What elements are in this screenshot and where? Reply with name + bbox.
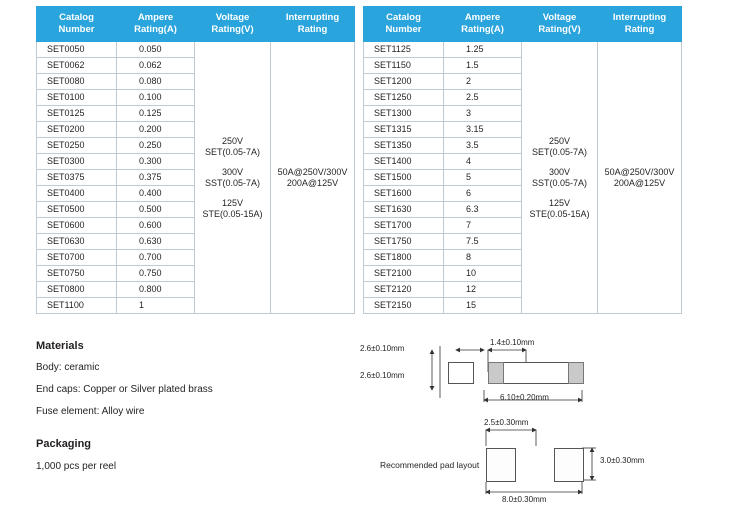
table-row: [364, 42, 682, 58]
cell-voltage-rating: [195, 42, 271, 314]
pad-left: [486, 448, 516, 482]
cell-catalog: SET1250: [364, 90, 444, 106]
cell-catalog: SET1630: [364, 202, 444, 218]
header-line: Rating(A): [134, 24, 177, 35]
cell-ampere: 3.15: [444, 122, 522, 138]
cell-ampere: 3: [444, 106, 522, 122]
header-catalog-number: [37, 7, 117, 42]
header-line: Rating(A): [461, 24, 504, 35]
cell-catalog: SET2120: [364, 282, 444, 298]
fuse-end-cap-right: [568, 362, 584, 384]
cell-ampere: 5: [444, 170, 522, 186]
cell-ampere: 6.3: [444, 202, 522, 218]
cell-ampere: 10: [444, 266, 522, 282]
interrupting-line: 50A@250V/300V: [277, 166, 348, 177]
fuse-end-cap-left: [488, 362, 504, 384]
cell-ampere: 0.200: [117, 122, 195, 138]
cell-catalog: SET1125: [364, 42, 444, 58]
header-line: Catalog: [59, 12, 94, 23]
header-interrupting-rating: [271, 7, 355, 42]
cell-voltage-rating: [522, 42, 598, 314]
cell-ampere: 15: [444, 298, 522, 314]
header-line: Interrupting: [285, 12, 340, 23]
header-voltage-rating: [522, 7, 598, 42]
cell-ampere: 2.5: [444, 90, 522, 106]
header-line: Ampere: [137, 12, 174, 23]
interrupting-line: 200A@125V: [613, 177, 666, 188]
header-line: Number: [385, 24, 422, 35]
packaging-title: Packaging: [36, 438, 92, 450]
materials-end-caps: End caps: Copper or Silver plated brass: [36, 384, 213, 395]
dim-length-text: 6.10±0.20mm: [500, 393, 549, 402]
interrupting-line: 200A@125V: [286, 177, 339, 188]
pad-layout-label: Recommended pad layout: [380, 460, 480, 470]
cell-interrupting-rating: [271, 42, 355, 314]
cell-catalog: SET0600: [37, 218, 117, 234]
cell-catalog: SET0250: [37, 138, 117, 154]
voltage-line: 250V: [548, 135, 571, 146]
dim-cap-width-text: 1.4±0.10mm: [490, 338, 535, 347]
cell-ampere: 0.125: [117, 106, 195, 122]
cell-catalog: SET0400: [37, 186, 117, 202]
cell-ampere: 7.5: [444, 234, 522, 250]
header-line: Rating: [624, 24, 655, 35]
voltage-line: STE(0.05-15A): [202, 208, 263, 219]
cell-catalog: SET0750: [37, 266, 117, 282]
cell-ampere: 8: [444, 250, 522, 266]
materials-title: Materials: [36, 340, 84, 352]
cell-interrupting-rating: [598, 42, 682, 314]
cell-catalog: SET0125: [37, 106, 117, 122]
cell-ampere: 0.400: [117, 186, 195, 202]
cell-ampere: 0.080: [117, 74, 195, 90]
cell-ampere: 1: [117, 298, 195, 314]
cell-ampere: 1.5: [444, 58, 522, 74]
cell-ampere: 1.25: [444, 42, 522, 58]
dim-pad-width-text: 2.5±0.30mm: [484, 418, 529, 427]
cell-ampere: 0.700: [117, 250, 195, 266]
cell-ampere: 12: [444, 282, 522, 298]
materials-body: Body: ceramic: [36, 362, 100, 373]
header-catalog-number: [364, 7, 444, 42]
header-ampere-rating: [444, 7, 522, 42]
header-line: Ampere: [464, 12, 501, 23]
header-line: Rating: [297, 24, 328, 35]
cell-ampere: 0.250: [117, 138, 195, 154]
cell-ampere: 4: [444, 154, 522, 170]
header-line: Rating(V): [211, 24, 254, 35]
cell-catalog: SET0050: [37, 42, 117, 58]
cell-ampere: 7: [444, 218, 522, 234]
table-row: [37, 42, 355, 58]
cell-catalog: SET1700: [364, 218, 444, 234]
spec-table-right: [363, 6, 682, 314]
header-line: Voltage: [215, 12, 250, 23]
cell-catalog: SET1200: [364, 74, 444, 90]
cell-ampere: 0.800: [117, 282, 195, 298]
voltage-line: 125V: [548, 197, 571, 208]
voltage-line: 300V: [221, 166, 244, 177]
cell-ampere: 0.050: [117, 42, 195, 58]
cell-ampere: 0.062: [117, 58, 195, 74]
cell-catalog: SET1600: [364, 186, 444, 202]
cell-catalog: SET0062: [37, 58, 117, 74]
dim-top-left-text: 2.6±0.10mm: [360, 344, 405, 353]
cell-catalog: SET0630: [37, 234, 117, 250]
cell-catalog: SET0800: [37, 282, 117, 298]
voltage-line: SET(0.05-7A): [204, 146, 261, 157]
cell-catalog: SET1750: [364, 234, 444, 250]
interrupting-line: 50A@250V/300V: [604, 166, 675, 177]
materials-section: [36, 340, 356, 428]
materials-fuse-element: Fuse element: Alloy wire: [36, 406, 145, 417]
header-line: Number: [58, 24, 95, 35]
table-header-row: [364, 7, 682, 42]
dim-pad-height-text: 3.0±0.30mm: [600, 456, 645, 465]
cell-catalog: SET1500: [364, 170, 444, 186]
cell-catalog: SET0300: [37, 154, 117, 170]
voltage-line: 300V: [548, 166, 571, 177]
header-ampere-rating: [117, 7, 195, 42]
cell-ampere: 0.375: [117, 170, 195, 186]
cell-catalog: SET1350: [364, 138, 444, 154]
cell-catalog: SET1800: [364, 250, 444, 266]
voltage-line: 250V: [221, 135, 244, 146]
spec-table-left: [36, 6, 355, 314]
cell-ampere: 3.5: [444, 138, 522, 154]
header-voltage-rating: [195, 7, 271, 42]
header-line: Catalog: [386, 12, 421, 23]
dimension-drawings: [360, 338, 740, 510]
cell-catalog: SET1150: [364, 58, 444, 74]
cell-ampere: 2: [444, 74, 522, 90]
cell-catalog: SET0375: [37, 170, 117, 186]
cell-ampere: 6: [444, 186, 522, 202]
header-interrupting-rating: [598, 7, 682, 42]
cell-catalog: SET1400: [364, 154, 444, 170]
cell-ampere: 0.500: [117, 202, 195, 218]
dim-second-left-text: 2.6±0.10mm: [360, 371, 405, 380]
header-line: Voltage: [542, 12, 577, 23]
voltage-line: SST(0.05-7A): [204, 177, 261, 188]
voltage-line: SST(0.05-7A): [531, 177, 588, 188]
cell-catalog: SET0080: [37, 74, 117, 90]
cell-catalog: SET2100: [364, 266, 444, 282]
cell-catalog: SET0500: [37, 202, 117, 218]
cell-catalog: SET1300: [364, 106, 444, 122]
cell-ampere: 0.100: [117, 90, 195, 106]
voltage-line: SET(0.05-7A): [531, 146, 588, 157]
dim-pad-span-text: 8.0±0.30mm: [502, 495, 547, 504]
cell-catalog: SET0200: [37, 122, 117, 138]
table-header-row: [37, 7, 355, 42]
packaging-section: [36, 438, 296, 472]
spec-tables: [36, 6, 682, 314]
cell-catalog: SET1100: [37, 298, 117, 314]
cell-ampere: 0.300: [117, 154, 195, 170]
header-line: Rating(V): [538, 24, 581, 35]
voltage-line: 125V: [221, 197, 244, 208]
fuse-body-rect: [448, 362, 474, 384]
cell-catalog: SET0700: [37, 250, 117, 266]
voltage-line: STE(0.05-15A): [529, 208, 590, 219]
cell-catalog: SET2150: [364, 298, 444, 314]
header-line: Interrupting: [612, 12, 667, 23]
cell-catalog: SET0100: [37, 90, 117, 106]
cell-catalog: SET1315: [364, 122, 444, 138]
cell-ampere: 0.750: [117, 266, 195, 282]
pad-right: [554, 448, 584, 482]
cell-ampere: 0.630: [117, 234, 195, 250]
packaging-quantity: 1,000 pcs per reel: [36, 461, 117, 472]
cell-ampere: 0.600: [117, 218, 195, 234]
